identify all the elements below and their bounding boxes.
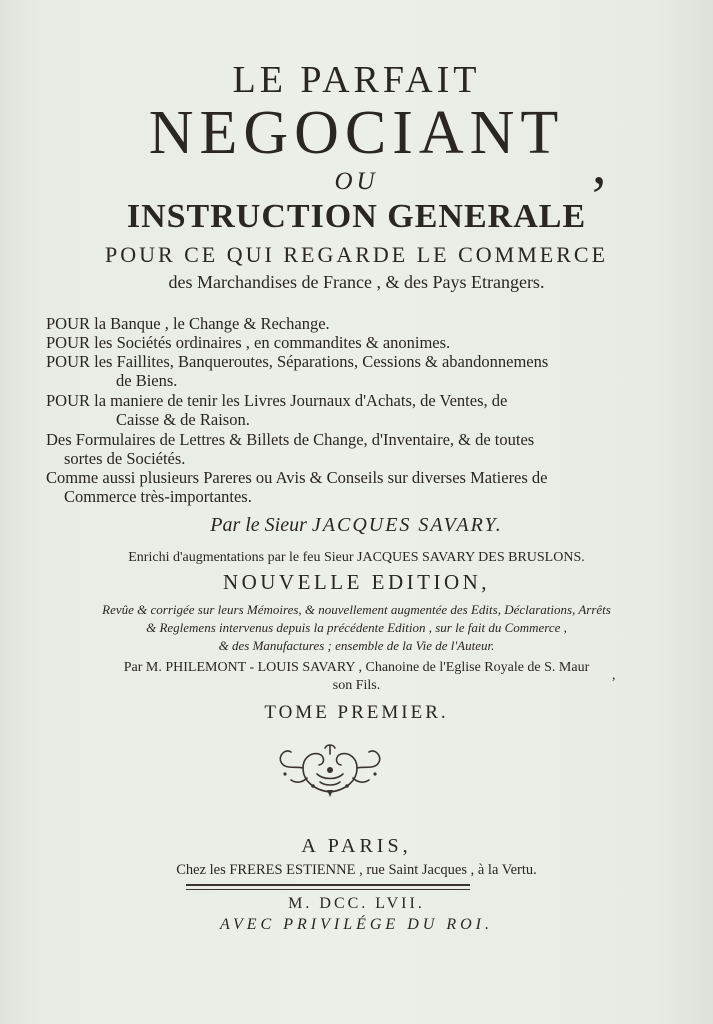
title-line-4: POUR CE QUI REGARDE LE COMMERCE <box>104 242 609 267</box>
revue-line: & Reglemens intervenus depuis la précédente Edition , sur le fait du Commerce , <box>146 620 567 635</box>
author-name: JACQUES SAVARY. <box>311 514 503 536</box>
par-m-line: Par M. PHILEMONT - LOUIS SAVARY , Chanoine de l'Eglise Royale de S. Maur <box>123 660 590 675</box>
double-rule-bottom <box>186 889 470 890</box>
imprint-privilege: AVEC PRIVILÉGE DU ROI. <box>220 916 493 933</box>
tome-line: TOME PREMIER. <box>264 702 449 723</box>
contents-line: POUR les Sociétés ordinaires , en commandites & anonimes. <box>46 333 451 352</box>
enrichi-line: Enrichi d'augmentations par le feu Sieur JACQUES SAVARY DES BRUSLONS. <box>128 550 585 565</box>
title-comma: , <box>592 131 607 196</box>
double-rule-top <box>186 884 470 886</box>
contents-line: Commerce très-importantes. <box>64 487 252 506</box>
title-line-3: INSTRUCTION GENERALE <box>126 198 587 235</box>
contents-line: Caisse & de Raison. <box>116 410 250 429</box>
imprint-publisher: Chez les FRERES ESTIENNE , rue Saint Jacques , à la Vertu. <box>176 862 537 878</box>
fleuron-ornament-icon <box>273 740 387 798</box>
contents-line: POUR les Faillites, Banqueroutes, Séparations, Cessions & abandonnemens <box>46 352 549 371</box>
author-line <box>0 514 713 537</box>
contents-line: Des Formulaires de Lettres & Billets de Change, d'Inventaire, & de toutes <box>46 430 535 449</box>
author-prefix: Par le Sieur <box>210 514 307 536</box>
contents-line: Comme aussi plusieurs Pareres ou Avis & Conseils sur diverses Matieres de <box>46 468 548 487</box>
par-m-comma: , <box>612 668 616 683</box>
imprint-date: M. DCC. LVII. <box>288 895 425 912</box>
imprint-city: A PARIS, <box>301 835 412 857</box>
edition-line: NOUVELLE EDITION, <box>222 570 491 594</box>
contents-line: sortes de Sociétés. <box>64 449 186 468</box>
title-line-5: des Marchandises de France , & des Pays Etrangers. <box>168 272 545 292</box>
title-line-2: NEGOCIANT <box>148 99 565 167</box>
contents-line: POUR la maniere de tenir les Livres Journaux d'Achats, de Ventes, de <box>46 391 508 410</box>
title-ou: OU <box>334 168 379 195</box>
revue-line: Revûe & corrigée sur leurs Mémoires, & nouvellement augmentée des Edits, Déclarations, Arrêts <box>102 602 611 617</box>
par-m-line: son Fils. <box>332 678 381 693</box>
contents-line: de Biens. <box>116 371 178 390</box>
revue-line: & des Manufactures ; ensemble de la Vie de l'Auteur. <box>218 638 495 653</box>
title-line-1: LE PARFAIT <box>232 59 481 101</box>
contents-line: POUR la Banque , le Change & Rechange. <box>46 314 330 333</box>
